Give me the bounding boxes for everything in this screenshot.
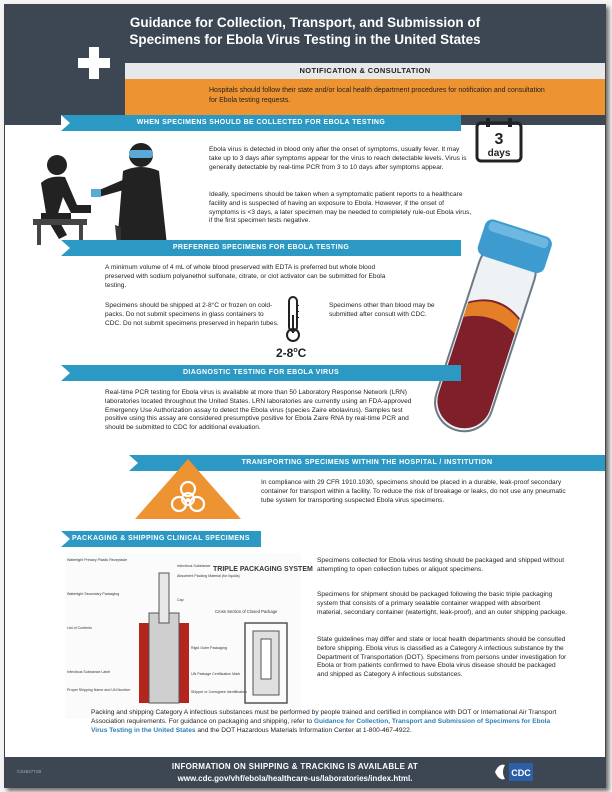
header [5, 5, 605, 125]
notification-text: Hospitals should follow their state and/or local health department procedures for notification and consultation for Ebola testing requests. [209, 87, 545, 104]
packaging-heading: PACKAGING & SHIPPING CLINICAL SPECIMENS [61, 531, 261, 547]
diagram-subtitle: Cross Section of Closed Package [215, 609, 278, 614]
notification-box [125, 79, 605, 115]
transport-text: In compliance with 29 CFR 1910.1030, specimens should be placed in a durable, leak-proof secondary container for transport within a facility. To reduce the risk of breakage or leaks, do not use any pneumatic tube system for transporting suspected Ebola virus specimens. [261, 479, 566, 504]
chevron-right-icon [61, 240, 70, 256]
packaging-bottom-text [91, 709, 567, 735]
thermometer-icon [283, 295, 303, 343]
calendar-unit: days [487, 148, 511, 159]
chevron-right-icon [61, 365, 70, 381]
guidance-link[interactable]: Guidance for Collection, Transport and Submission of Specimens for Ebola Virus Testing in the United States [91, 717, 551, 734]
label-infectious: Infectious Substance Label [67, 670, 111, 674]
chevron-right-icon [61, 531, 70, 547]
preferred-paragraph-1: A minimum volume of 4 mL of whole blood preserved with EDTA is preferred but whole blood preserved with sodium polyanethol sulfonate, citrate, or clot activator can be submitted for Ebola testing. [105, 264, 386, 289]
label-shipper: Shipper or Consignee Identification [191, 690, 247, 694]
doctor-patient-icon [27, 135, 179, 249]
when-heading: WHEN SPECIMENS SHOULD BE COLLECTED FOR EBOLA TESTING [61, 115, 461, 131]
plus-icon-bar [78, 58, 110, 68]
packaging-paragraph-3: State guidelines may differ and state or local health departments should be consulted before shipping. Ebola virus is classified as a Category A infectious substance by the Department of Transportation (DOT). Specimens from persons under investigation for Ebola or from patients confirmed to have Ebola virus disease should be packaged and shipped as Category A infectious substances. [317, 636, 567, 679]
calendar-icon [475, 117, 523, 163]
when-paragraph-1: Ebola virus is detected in blood only after the onset of symptoms, usually fever. It may take up to 3 days after symptoms appear for the virus to reach detectable levels. Virus is generally detectable by real-time PCR from 3 to 10 days after symptoms appear. [209, 146, 467, 171]
page-title [65, 14, 545, 48]
label-cap: Cap [177, 598, 184, 602]
label-secondary: Watertight Secondary Packaging [67, 592, 120, 596]
packaging-paragraph-1: Specimens collected for Ebola virus testing should be packaged and shipped without attempting to open collection tubes or aliquot specimens. [317, 557, 565, 573]
diagnostic-heading: DIAGNOSTIC TESTING FOR EBOLA VIRUS [61, 365, 461, 381]
chevron-right-icon [61, 115, 70, 131]
notification-heading: NOTIFICATION & CONSULTATION [125, 63, 605, 79]
biohazard-icon [133, 457, 243, 521]
degree-mark: o [293, 347, 298, 354]
packaging-paragraph-2: Specimens for shipment should be packaged following the basic triple packaging system that consists of a primary sealable container wrapped with absorbent material, secondary container (watertight, leak-proof), and an outer shipping package. [317, 591, 567, 616]
label-primary: Watertight Primary Plastic Receptacle [67, 558, 128, 562]
transport-heading: TRANSPORTING SPECIMENS WITHIN THE HOSPITAL / INSTITUTION [129, 455, 605, 471]
cdc-logo-icon [493, 759, 535, 785]
label-absorbent: Absorbent Packing Material (for liquids) [177, 574, 240, 578]
blood-tube-icon [425, 215, 549, 455]
triple-packaging-diagram [65, 553, 313, 719]
temperature-unit: C [297, 346, 307, 360]
when-paragraph-2: Ideally, specimens should be taken when a symptomatic patient reports to a healthcare facility and is suspected of having an exposure to Ebola. However, if the onset of symptoms is <3 days, a later specimen may be needed to completely rule-out Ebola virus, if the first specimen tests negative. [209, 191, 472, 225]
label-shipping-name: Proper Shipping Name and UN Number [67, 688, 131, 692]
cdc-logo-text: CDC [511, 768, 531, 778]
calendar-number: 3 [494, 131, 504, 148]
footer-url-link[interactable]: www.cdc.gov/vhf/ebola/healthcare-us/laboratories/index.html. [177, 774, 413, 783]
diagnostic-text: Real-time PCR testing for Ebola virus is available at more than 50 Laboratory Response Network (LRN) laboratories located throughout the United States. LRN laboratories are currently using an FDA-approved Emergency Use Authorization assay to detect the Ebola virus (species Zaire ebolavirus). Samples test positive using this assay are considered presumptive positive for Ebola Zaire RNA by real-time PCR and should be submitted to CDC for additional evaluation. [105, 389, 412, 432]
bottom-text-end: and the DOT Hazardous Materials Information Center at 1-800-467-4922. [195, 726, 412, 734]
temperature-label [276, 346, 306, 360]
label-substance: Infectious Substance [177, 564, 211, 568]
bottom-text-start: Packing and shipping Category A infectious substances must be performed by people trained and certified in compliance with DOT or International Air Transport Association requirements. For guidance on packaging and shipping, refer to [91, 709, 557, 725]
preferred-heading: PREFERRED SPECIMENS FOR EBOLA TESTING [61, 240, 461, 256]
label-contents: List of Contents [67, 626, 92, 630]
document-code: CS252771B [17, 769, 42, 774]
footer-line-1: INFORMATION ON SHIPPING & TRACKING IS AVAILABLE AT [171, 762, 419, 771]
title-line-2: Specimens for Ebola Virus Testing in the United States [129, 32, 481, 47]
diagram-title: TRIPLE PACKAGING SYSTEM [213, 566, 313, 573]
footer [5, 757, 605, 787]
page [4, 4, 606, 788]
preferred-paragraph-2: Specimens should be shipped at 2-8°C or frozen on cold-packs. Do not submit specimens in glass containers to CDC. Do not submit specimens preserved in heparin tubes. [105, 302, 279, 327]
preferred-paragraph-3: Specimens other than blood may be submitted after consult with CDC. [329, 302, 435, 318]
temperature-range: 2-8 [276, 346, 294, 360]
title-line-1: Guidance for Collection, Transport, and Submission of [129, 15, 481, 30]
label-un-mark: UN Package Certification Mark [191, 672, 241, 676]
label-rigid-outer: Rigid Outer Packaging [191, 646, 227, 650]
